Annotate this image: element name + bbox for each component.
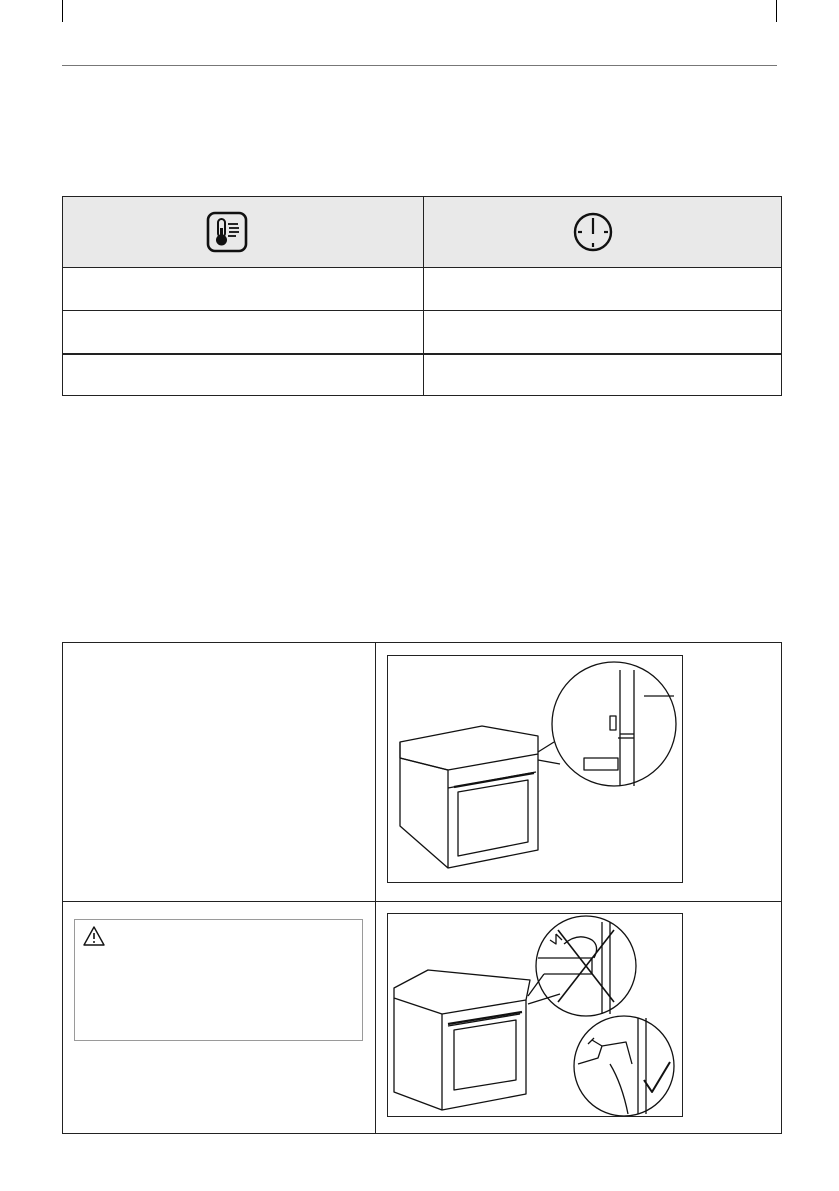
thermometer-icon — [206, 211, 248, 253]
warning-triangle-icon — [83, 926, 105, 946]
clock-icon — [571, 210, 615, 254]
table-header — [63, 197, 781, 268]
column-divider — [423, 197, 424, 395]
oven-door-handle-grip-illustration — [387, 913, 683, 1117]
warning-box — [74, 919, 363, 1041]
header-rule — [62, 65, 777, 66]
oven-door-hinge-illustration — [387, 655, 683, 883]
row-divider — [63, 901, 781, 902]
crop-mark-right — [776, 0, 777, 22]
row-divider — [63, 310, 781, 311]
temperature-time-table — [62, 196, 782, 396]
crop-mark-left — [62, 0, 63, 22]
row-divider — [63, 353, 781, 355]
column-divider — [375, 643, 376, 1133]
